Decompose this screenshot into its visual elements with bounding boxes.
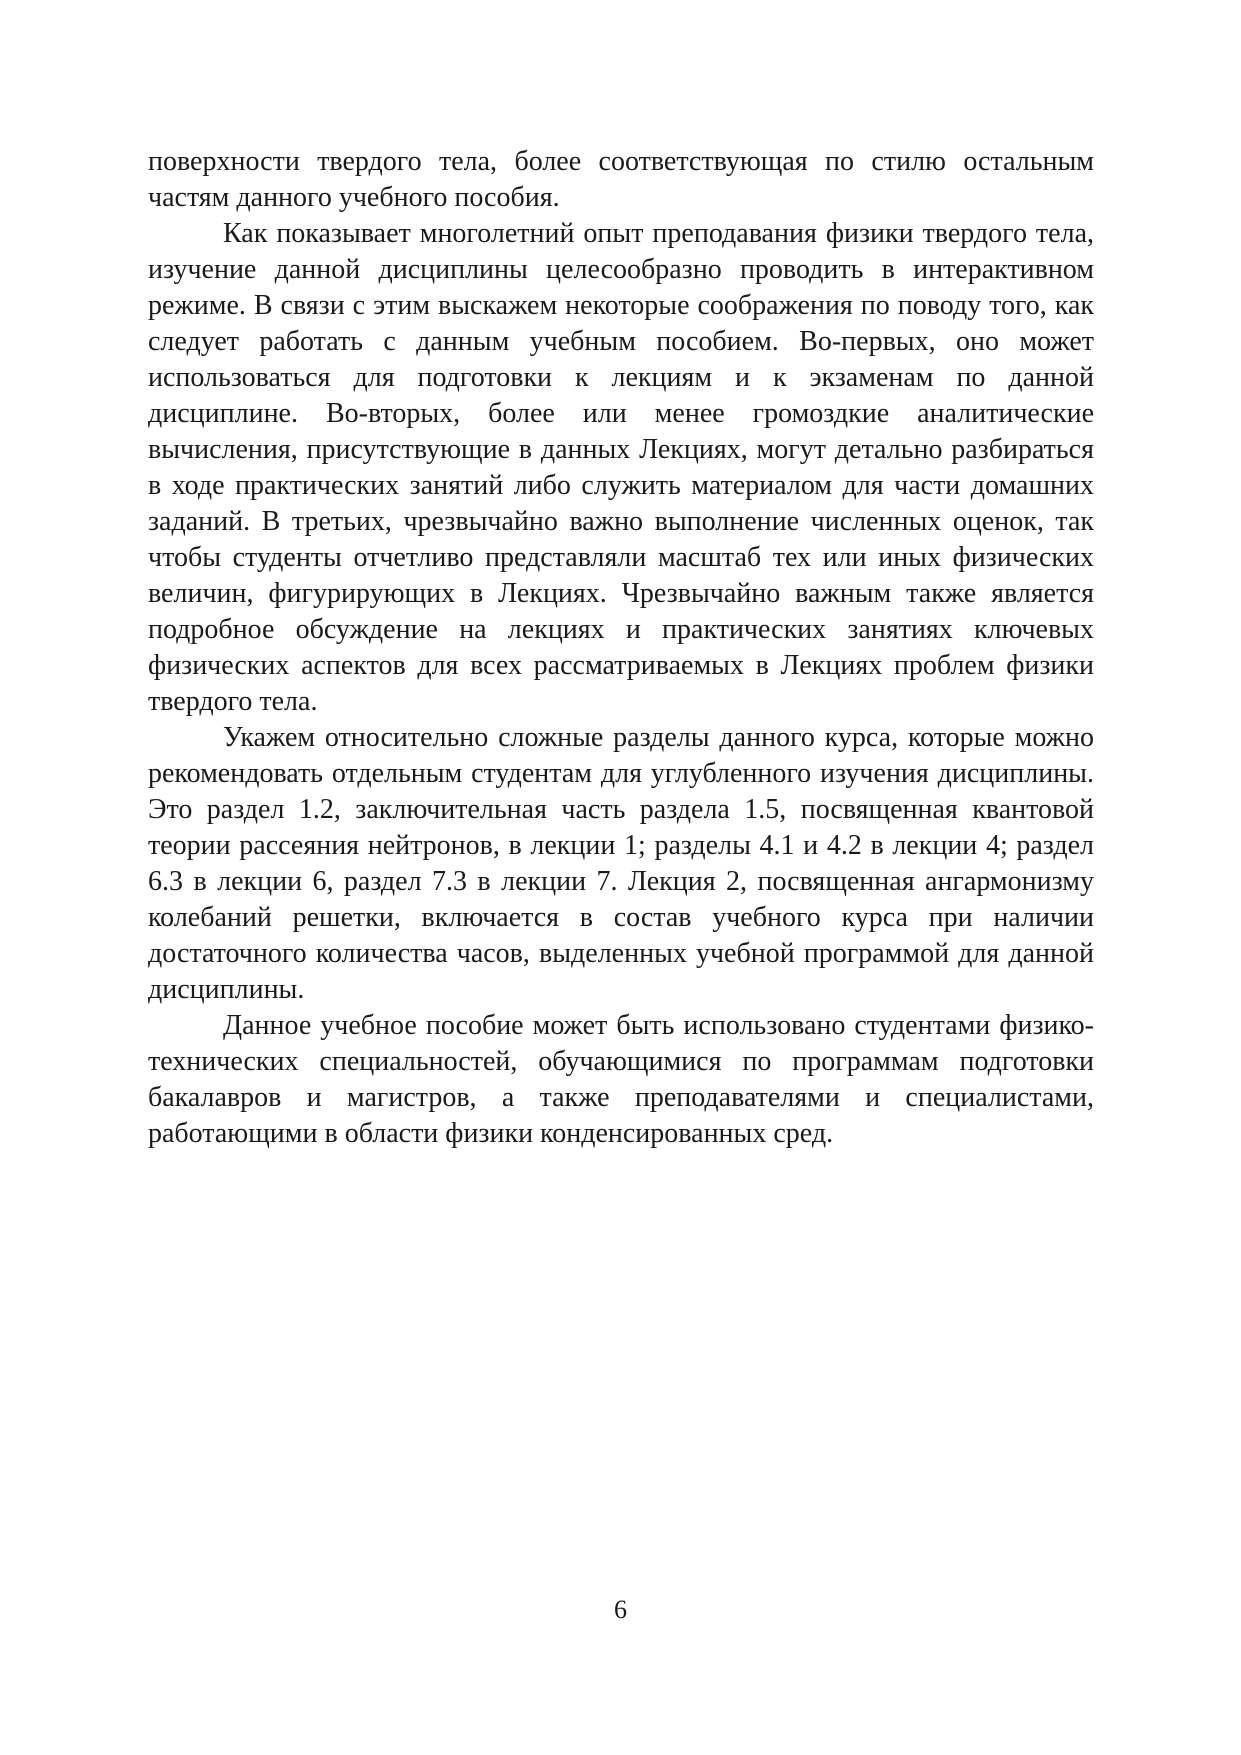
paragraph-continuation: поверхности твердого тела, более соответствующая по стилю остальным частям данного учебного пособия. — [148, 146, 1094, 213]
body-text — [148, 144, 1094, 1152]
page-number: 6 — [614, 1595, 627, 1624]
paragraph-audience: Данное учебное пособие может быть использовано студентами физико-технических специальностей, обучающимися по программам подготовки бакалавров и магистров, а также преподавателями и специалистами, работающими в области физики конденсированных сред. — [148, 1010, 1094, 1149]
paragraph-advanced-sections: Укажем относительно сложные разделы данного курса, которые можно рекомендовать отдельным студентам для углубленного изучения дисциплины. Это раздел 1.2, заключительная часть раздела 1.5, посвященная квантовой теории рассеяния нейтронов, в лекции 1; разделы 4.1 и 4.2 в лекции 4; раздел 6.3 в лекции 6, раздел 7.3 в лекции 7. Лекция 2, посвященная ангармонизму колебаний решетки, включается в состав учебного курса при наличии достаточного количества часов, выделенных учебной программой для данной дисциплины. — [148, 722, 1094, 1005]
paragraph-interactive-mode: Как показывает многолетний опыт преподавания физики твердого тела, изучение данной дисциплины целесообразно проводить в интерактивном режиме. В связи с этим выскажем некоторые соображения по поводу того, как следует работать с данным учебным пособием. Во-первых, оно может использоваться для подготовки к лекциям и к экзаменам по данной дисциплине. Во-вторых, более или менее громоздкие аналитические вычисления, присутствующие в данных Лекциях, могут детально разбираться в ходе практических занятий либо служить материалом для части домашних заданий. В третьих, чрезвычайно важно выполнение численных оценок, так чтобы студенты отчетливо представляли масштаб тех или иных физических величин, фигурирующих в Лекциях. Чрезвычайно важным также является подробное обсуждение на лекциях и практических занятиях ключевых физических аспектов для всех рассматриваемых в Лекциях проблем физики твердого тела. — [148, 218, 1094, 717]
